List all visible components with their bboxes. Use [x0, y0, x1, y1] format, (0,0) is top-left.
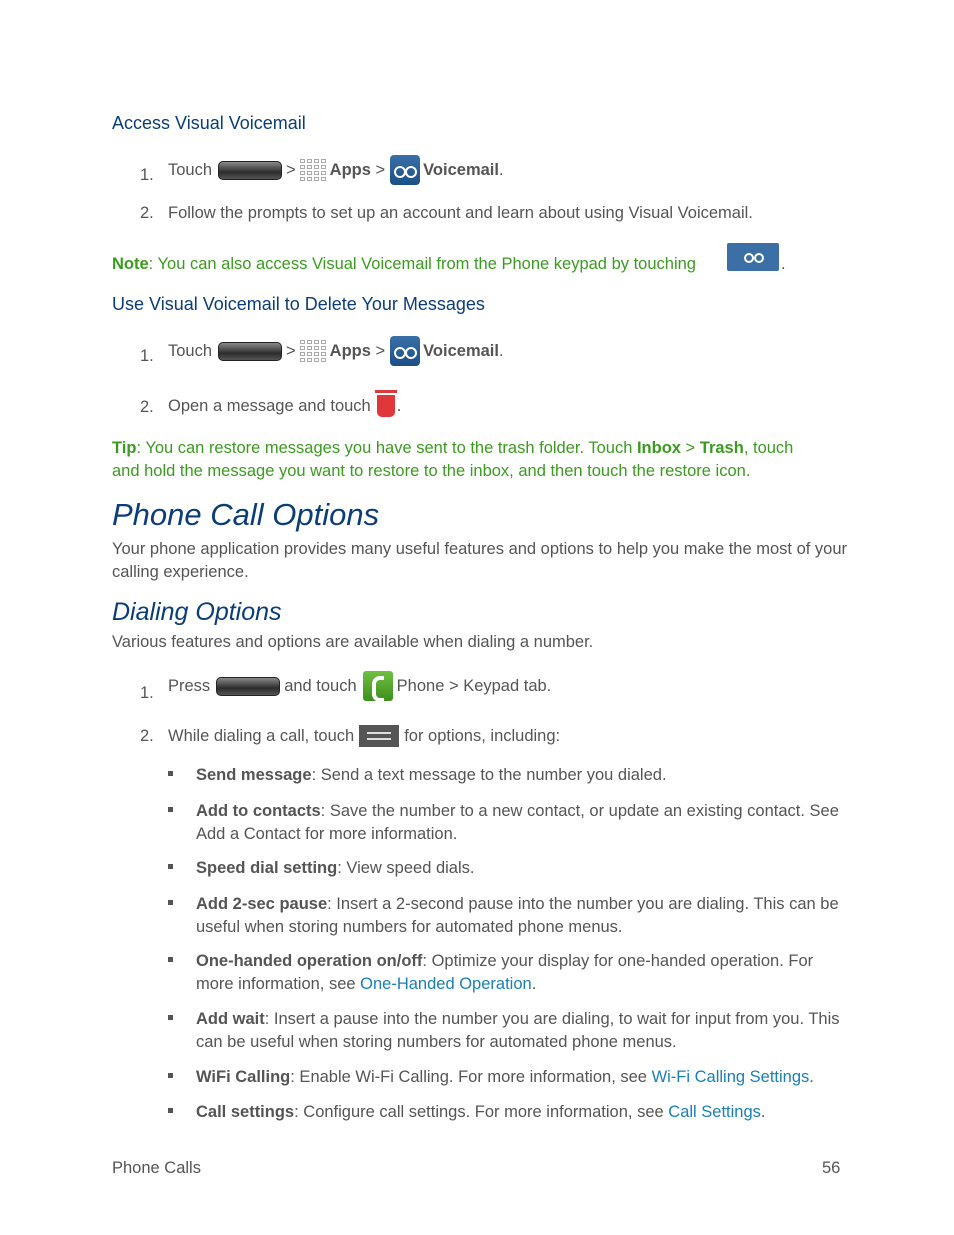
trash-icon	[377, 395, 395, 417]
list-item	[196, 1066, 846, 1089]
bullet-text: : Send a text message to the number you dialed.	[311, 766, 667, 784]
footer-section-name: Phone Calls	[112, 1159, 201, 1177]
wifi-calling-settings-link[interactable]: Wi-Fi Calling Settings	[651, 1068, 810, 1086]
bullet-text: : Save the number to a new contact, or update an existing contact. See Add a Contact for more information.	[196, 802, 839, 843]
bullet-text: : Enable Wi-Fi Calling. For more information, see	[290, 1068, 652, 1086]
voicemail-label: Voicemail	[423, 160, 499, 179]
phone-call-options-intro: Your phone application provides many useful features and options to help you make the most of your calling experience.	[112, 540, 848, 581]
list-item	[196, 1008, 846, 1053]
voicemail-key-icon	[727, 243, 779, 271]
call-settings-link[interactable]: Call Settings	[668, 1103, 761, 1121]
tip-trash: Trash	[699, 439, 744, 457]
gt-separator: >	[375, 341, 386, 360]
section-heading-access-voicemail: Access Visual Voicemail	[112, 113, 306, 133]
bullet-bold: Add to contacts	[196, 802, 321, 820]
dialing-options-intro: Various features and options are available when dialing a number.	[112, 633, 594, 651]
gt-separator: >	[286, 160, 296, 179]
bullet-icon	[168, 771, 173, 776]
phone-keypad-text: Phone > Keypad tab.	[396, 676, 552, 695]
voicemail-icon	[390, 155, 420, 185]
bullet-text: : Optimize your display for one-handed operation. For more information, see	[196, 952, 814, 993]
bullet-bold: One-handed operation on/off	[196, 952, 423, 970]
period: .	[531, 974, 537, 993]
note-label: Note	[112, 255, 149, 273]
bullet-icon	[168, 957, 173, 962]
tip-text-2: , touch	[743, 439, 794, 457]
step-delete-messages-2	[168, 388, 401, 424]
bullet-text: : View speed dials.	[337, 859, 475, 877]
list-item	[196, 857, 846, 880]
tip-line-2: and hold the message you want to restore to the inbox, and then touch the restore icon.	[112, 461, 751, 480]
period: .	[809, 1068, 814, 1086]
bullet-bold: Call settings	[196, 1103, 295, 1121]
voicemail-icon	[390, 336, 420, 366]
tip-paragraph	[112, 437, 793, 482]
step-touch-text: Touch	[168, 160, 213, 179]
step-number: 2.	[140, 727, 154, 745]
bullet-text: : Configure call settings. For more information, see	[294, 1103, 669, 1121]
step-number: 1.	[140, 166, 154, 184]
phone-app-icon	[363, 671, 393, 701]
section-title-dialing-options: Dialing Options	[112, 598, 282, 626]
bullet-text: : Insert a pause into the number you are dialing, to wait for input from you. This can be useful when storing numbers for automated phone menus.	[196, 1010, 840, 1051]
period: .	[760, 1103, 766, 1121]
home-key-icon	[218, 161, 282, 180]
step-delete-messages-1	[168, 333, 504, 369]
gt-separator: >	[375, 160, 386, 179]
list-item	[196, 1101, 846, 1124]
gt-separator: >	[286, 341, 296, 360]
tip-gt: >	[680, 439, 700, 457]
note-text: : You can also access Visual Voicemail from the Phone keypad by touching	[148, 255, 696, 273]
list-item	[196, 800, 846, 845]
step-access-voicemail-2: Follow the prompts to set up an account and learn about using Visual Voicemail.	[168, 204, 753, 222]
bullet-icon	[168, 1073, 173, 1078]
step-dialing-1	[168, 668, 551, 704]
apps-grid-icon	[300, 159, 326, 181]
list-item	[196, 764, 846, 787]
period: .	[498, 160, 504, 179]
press-text: Press	[168, 676, 211, 695]
step-number: 1.	[140, 684, 154, 702]
and-touch-text: and touch	[284, 676, 357, 695]
apps-label: Apps	[329, 160, 371, 179]
for-options-text: for options, including:	[404, 726, 561, 745]
section-heading-delete-messages: Use Visual Voicemail to Delete Your Messages	[112, 294, 485, 314]
bullet-bold: Speed dial setting	[196, 859, 338, 877]
menu-icon	[359, 725, 399, 747]
tip-label: Tip	[112, 439, 137, 457]
while-dialing-text: While dialing a call, touch	[168, 726, 355, 745]
step-number: 2.	[140, 204, 154, 222]
tip-text: : You can restore messages you have sent to the trash folder. Touch	[136, 439, 637, 457]
period: .	[396, 396, 402, 415]
bullet-bold: WiFi Calling	[196, 1068, 291, 1086]
step-number: 1.	[140, 347, 154, 365]
period: .	[498, 341, 504, 360]
list-item	[196, 893, 846, 938]
step-open-message-text: Open a message and touch	[168, 396, 371, 415]
bullet-icon	[168, 1108, 173, 1113]
tip-inbox: Inbox	[636, 439, 681, 457]
footer-page-number: 56	[822, 1159, 841, 1177]
step-touch-text: Touch	[168, 341, 213, 360]
list-item	[196, 950, 846, 995]
bullet-icon	[168, 807, 173, 812]
one-handed-operation-link[interactable]: One-Handed Operation	[360, 974, 532, 993]
home-key-icon	[218, 342, 282, 361]
bullet-icon	[168, 900, 173, 905]
step-dialing-2	[168, 718, 560, 754]
bullet-bold: Add 2-sec pause	[196, 895, 328, 913]
note-paragraph	[112, 255, 696, 274]
apps-grid-icon	[300, 340, 326, 362]
apps-label: Apps	[329, 341, 371, 360]
step-number: 2.	[140, 398, 154, 416]
page-title: Phone Call Options	[112, 497, 380, 532]
voicemail-label: Voicemail	[423, 341, 499, 360]
bullet-icon	[168, 1015, 173, 1020]
period: .	[781, 255, 786, 273]
bullet-bold: Add wait	[196, 1010, 265, 1028]
home-key-icon	[216, 677, 280, 696]
bullet-text: : Insert a 2-second pause into the number you are dialing. This can be useful when storing numbers for automated phone menus.	[196, 895, 839, 936]
step-access-voicemail-1	[168, 152, 504, 188]
bullet-icon	[168, 864, 173, 869]
bullet-bold: Send message	[196, 766, 312, 784]
